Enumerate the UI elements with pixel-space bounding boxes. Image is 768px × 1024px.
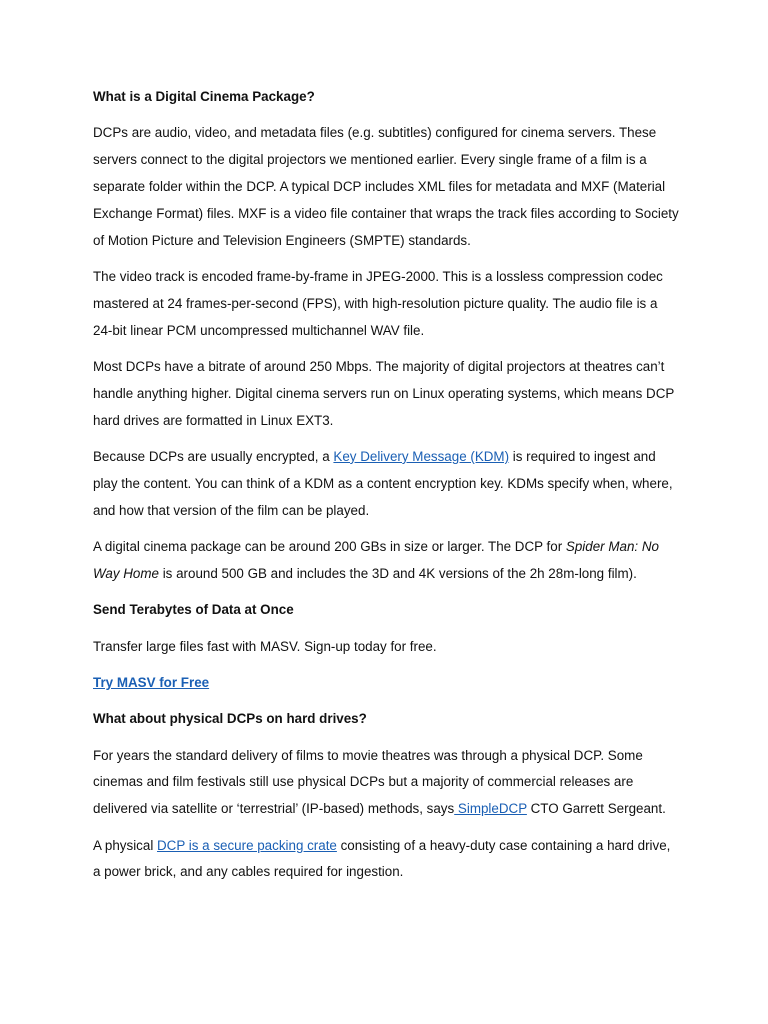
cta-row	[93, 670, 679, 697]
paragraph-text: A physical	[93, 837, 158, 853]
paragraph-text: consisting of a heavy-duty case containing a hard drive, a power brick, and any cables required for ingestion.	[93, 837, 671, 880]
section-heading-dcp: What is a Digital Cinema Package?	[93, 89, 315, 104]
paragraph-text: A digital cinema package can be around 200 GBs in size or larger. The DCP for	[93, 538, 566, 554]
paragraph-size	[93, 534, 679, 588]
paragraph-video-track: The video track is encoded frame-by-frame in JPEG-2000. This is a lossless compression codec mastered at 24 frames-per-second (FPS), with high-resolution picture quality. The audio file is a 24-bit linear PCM uncompressed multichannel WAV file.	[93, 268, 663, 338]
paragraph-dcp-intro: DCPs are audio, video, and metadata files (e.g. subtitles) configured for cinema servers. These servers connect to the digital projectors we mentioned earlier. Every single frame of a film is a separate folder within the DCP. A typical DCP includes XML files for metadata and MXF (Material Exchange Format) files. MXF is a video file container that wraps the track files according to Society of Motion Picture and Television Engineers (SMPTE) standards.	[93, 125, 679, 248]
paragraph-text: For years the standard delivery of films to movie theatres was through a physical DCP. Some cinemas and film festivals still use physical DCPs but a majority of commercial releases are delivered via satellite or ‘terrestrial’ (IP-based) methods, says	[93, 747, 643, 817]
section-heading-physical: What about physical DCPs on hard drives?	[93, 711, 367, 727]
paragraph-text: CTO Garrett Sergeant.	[526, 801, 666, 817]
paragraph-text: Because DCPs are usually encrypted, a	[93, 448, 334, 464]
paragraph-packing-crate	[93, 833, 679, 887]
try-masv-link[interactable]: Try MASV for Free	[93, 674, 210, 690]
simpledcp-link[interactable]: SimpleDCP	[454, 801, 527, 817]
paragraph-physical-delivery	[93, 743, 679, 823]
packing-crate-link[interactable]: DCP is a secure packing crate	[157, 837, 337, 853]
paragraph-encryption	[93, 444, 679, 524]
kdm-link[interactable]: Key Delivery Message (KDM)	[333, 448, 510, 464]
paragraph-bitrate: Most DCPs have a bitrate of around 250 Mbps. The majority of digital projectors at theatres can’t handle anything higher. Digital cinema servers run on Linux operating systems, which means DCP hard drives are formatted in Linux EXT3.	[93, 358, 675, 428]
paragraph-text: is around 500 GB and includes the 3D and 4K versions of the 2h 28m-long film).	[158, 565, 637, 581]
film-title: Spider Man: No Way Home	[93, 538, 659, 581]
section-heading-send: Send Terabytes of Data at Once	[93, 602, 294, 618]
paragraph-promo: Transfer large files fast with MASV. Sign-up today for free.	[93, 638, 437, 654]
paragraph-text: is required to ingest and play the content. You can think of a KDM as a content encryption key. KDMs specify when, where, and how that version of the film can be played.	[93, 448, 673, 518]
article-body	[93, 84, 679, 896]
